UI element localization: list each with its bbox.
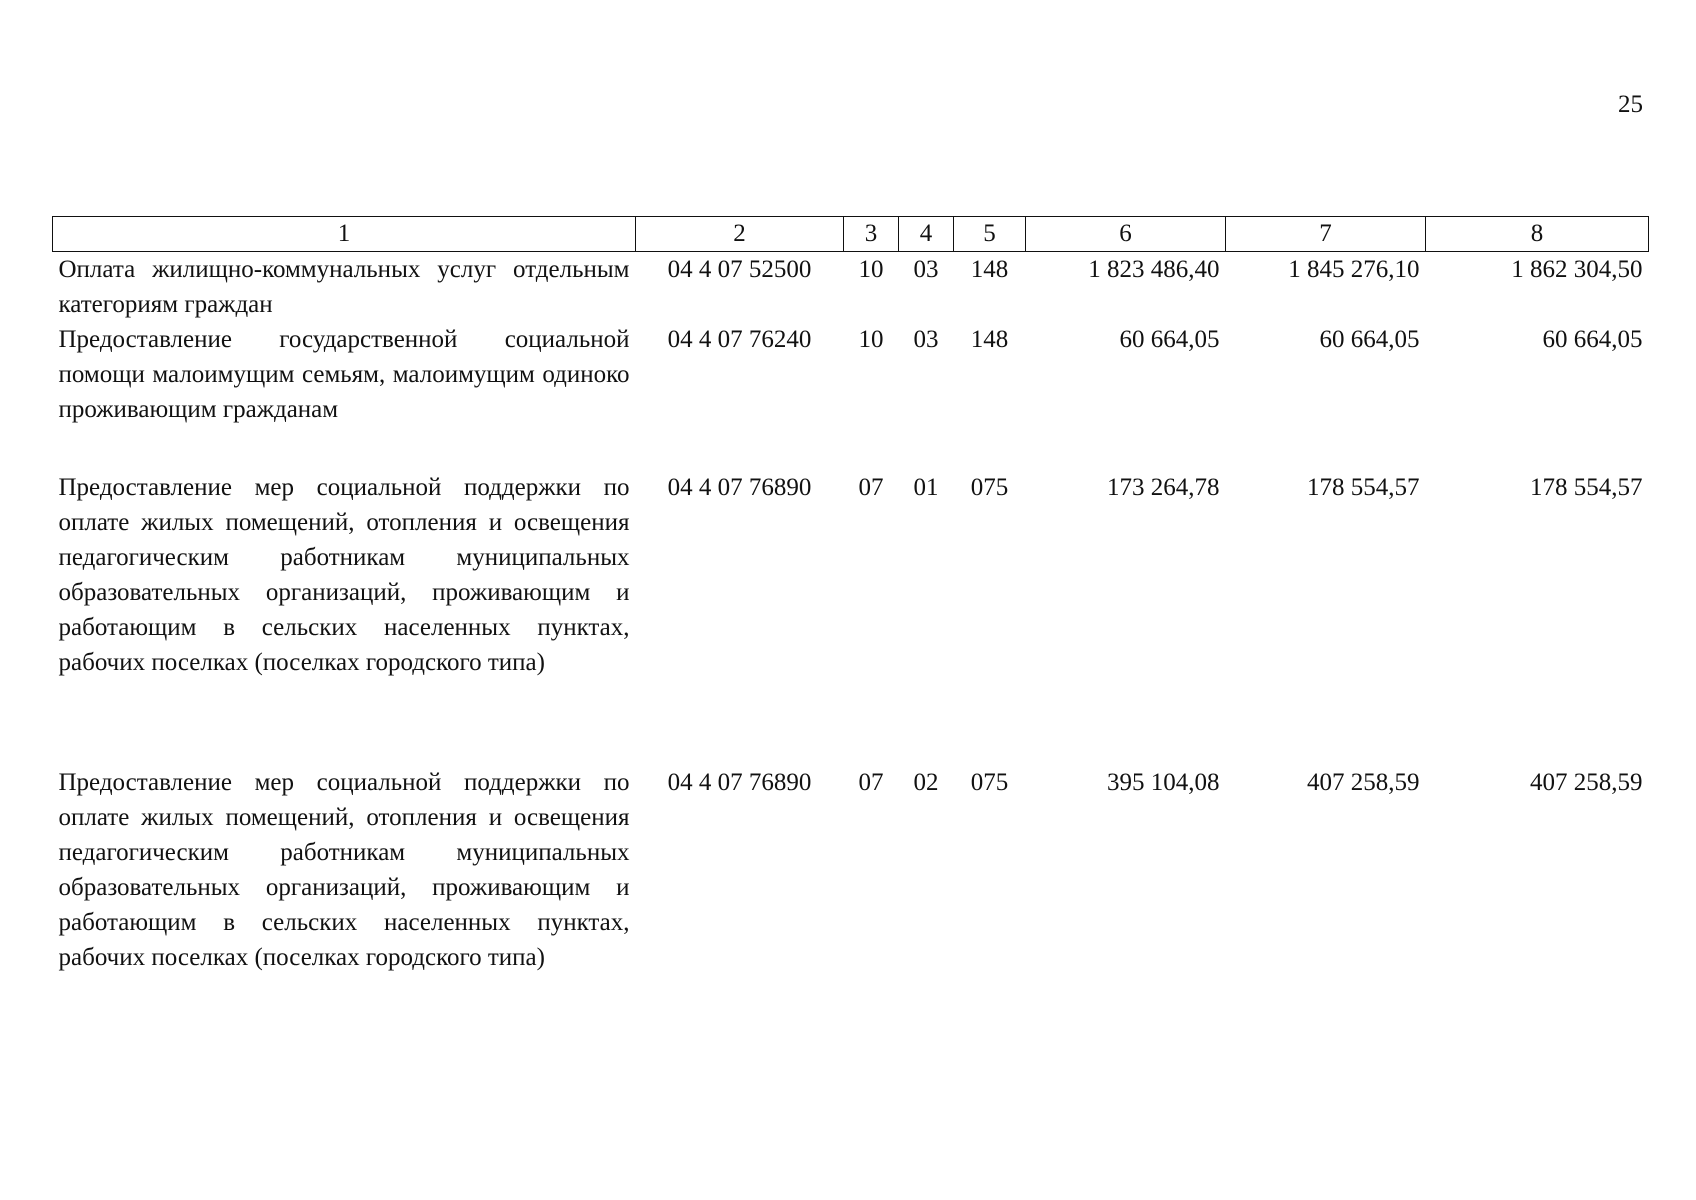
row-section: 10 bbox=[858, 326, 884, 353]
row-name: Предоставление государственной социальной помощи малоимущим семьям, малоимущим одиноко проживающим гражданам bbox=[58, 326, 630, 423]
row-amount-col7: 60 664,05 bbox=[1319, 326, 1420, 353]
header-col-5: 5 bbox=[954, 217, 1026, 252]
row-admin-code: 075 bbox=[970, 769, 1009, 796]
row-target-code: 04 4 07 76890 bbox=[667, 769, 812, 796]
header-col-8: 8 bbox=[1426, 217, 1649, 252]
row-admin-code: 075 bbox=[970, 474, 1009, 501]
header-col-1: 1 bbox=[53, 217, 636, 252]
row-amount-col8: 407 258,59 bbox=[1530, 769, 1643, 796]
header-col-4: 4 bbox=[899, 217, 954, 252]
row-subsection: 01 bbox=[913, 474, 939, 501]
row-section: 10 bbox=[858, 256, 884, 283]
row-section: 07 bbox=[858, 769, 884, 796]
row-amount-col6: 173 264,78 bbox=[1107, 474, 1220, 501]
row-section: 07 bbox=[858, 474, 884, 501]
row-amount-col7: 407 258,59 bbox=[1307, 769, 1420, 796]
row-amount-col7: 178 554,57 bbox=[1307, 474, 1420, 501]
row-target-code: 04 4 07 52500 bbox=[667, 256, 812, 283]
row-name: Предоставление мер социальной поддержки по оплате жилых помещений, отопления и освещения педагогическим работникам муниципальных образовательных организаций, проживающим и работающим в сельских населенных пунктах, рабочих поселках (поселках городского типа) bbox=[58, 769, 630, 971]
header-row bbox=[53, 217, 1649, 252]
row-name: Предоставление мер социальной поддержки по оплате жилых помещений, отопления и освещения педагогическим работникам муниципальных образовательных организаций, проживающим и работающим в сельских населенных пунктах, рабочих поселках (поселках городского типа) bbox=[58, 474, 630, 676]
row-target-code: 04 4 07 76240 bbox=[667, 326, 812, 353]
budget-table bbox=[52, 216, 1649, 1025]
table-row bbox=[53, 252, 1649, 323]
row-subsection: 03 bbox=[913, 256, 939, 283]
page-number: 25 bbox=[1618, 91, 1643, 118]
table-row bbox=[53, 470, 1649, 765]
row-amount-col8: 1 862 304,50 bbox=[1511, 256, 1643, 283]
header-col-2: 2 bbox=[636, 217, 844, 252]
row-admin-code: 148 bbox=[970, 326, 1009, 353]
row-amount-col6: 1 823 486,40 bbox=[1088, 256, 1220, 283]
row-amount-col6: 60 664,05 bbox=[1119, 326, 1220, 353]
row-amount-col8: 60 664,05 bbox=[1542, 326, 1643, 353]
header-col-7: 7 bbox=[1226, 217, 1426, 252]
row-target-code: 04 4 07 76890 bbox=[667, 474, 812, 501]
table-row bbox=[53, 765, 1649, 1025]
row-subsection: 03 bbox=[913, 326, 939, 353]
row-amount-col8: 178 554,57 bbox=[1530, 474, 1643, 501]
table-row bbox=[53, 322, 1649, 470]
row-amount-col6: 395 104,08 bbox=[1107, 769, 1220, 796]
header-col-3: 3 bbox=[844, 217, 899, 252]
row-name: Оплата жилищно-коммунальных услуг отдельным категориям граждан bbox=[58, 256, 630, 318]
row-admin-code: 148 bbox=[970, 256, 1009, 283]
row-amount-col7: 1 845 276,10 bbox=[1288, 256, 1420, 283]
row-subsection: 02 bbox=[913, 769, 939, 796]
header-col-6: 6 bbox=[1026, 217, 1226, 252]
